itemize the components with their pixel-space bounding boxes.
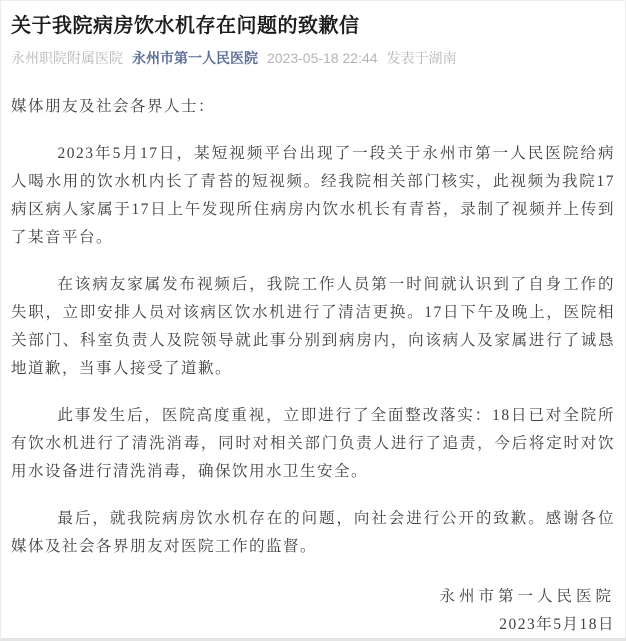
publish-location: 发表于湖南 bbox=[386, 50, 457, 66]
byline bbox=[11, 49, 615, 67]
article-paragraph-2: 在该病友家属发布视频后，我院工作人员第一时间就认识到了自身工作的失职，立即安排人员对该病区饮水机进行了清洁更换。17日下午及晚上，医院相关部门、科室负责人及院领导就此事分别到病房内，向该病人及家属进行了诚恳地道歉，当事人接受了道歉。 bbox=[11, 276, 615, 377]
account-name-link[interactable]: 永州市第一人民医院 bbox=[132, 50, 258, 66]
signature-date: 2023年5月18日 bbox=[499, 616, 615, 633]
signature-block bbox=[11, 583, 615, 639]
account-alias: 永州职院附属医院 bbox=[11, 50, 123, 66]
publish-time: 2023-05-18 22:44 bbox=[267, 50, 378, 66]
article-paragraph-1: 2023年5月17日，某短视频平台出现了一段关于永州市第一人民医院给病人喝水用的饮水机内长了青苔的短视频。经我院相关部门核实，此视频为我院17病区病人家属于17日上午发现所住病房内饮水机长有青苔，录制了视频并上传到了某音平台。 bbox=[11, 145, 615, 246]
article-paragraph-4: 最后，就我院病房饮水机存在的问题，向社会进行公开的致歉。感谢各位媒体及社会各界朋友对医院工作的监督。 bbox=[11, 510, 615, 555]
article-greeting: 媒体朋友及社会各界人士： bbox=[11, 98, 216, 115]
page-title: 关于我院病房饮水机存在问题的致歉信 bbox=[11, 15, 360, 37]
article-body bbox=[11, 93, 615, 639]
signature: 永州市第一人民医院 bbox=[439, 588, 615, 605]
article-paragraph-3: 此事发生后，医院高度重视，立即进行了全面整改落实：18日已对全院所有饮水机进行了清洗消毒，同时对相关部门负责人进行了追责，今后将定时对饮用水设备进行清洗消毒，确保饮用水卫生安全。 bbox=[11, 407, 615, 480]
